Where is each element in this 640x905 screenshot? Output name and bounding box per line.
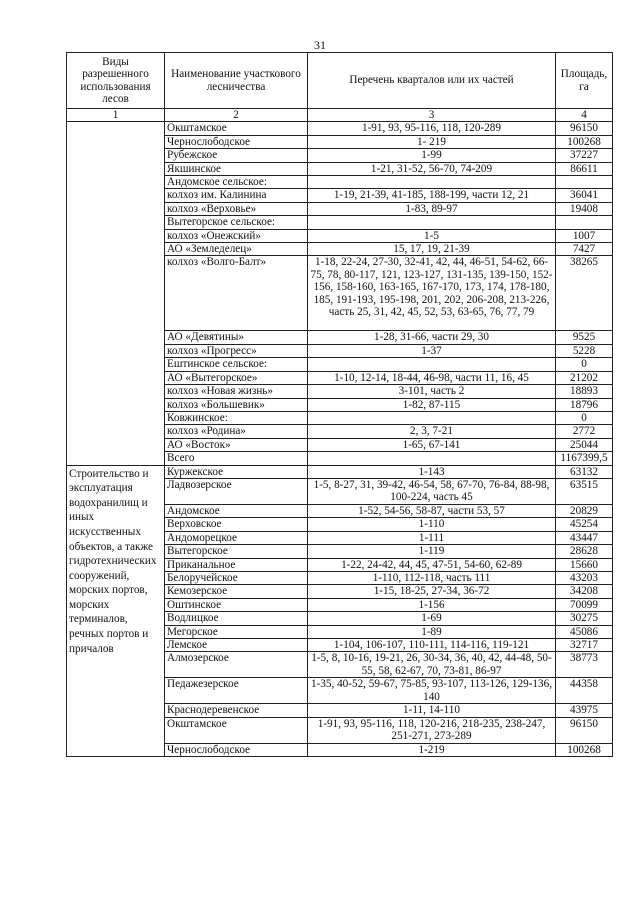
- quarters-cell: 1-35, 40-52, 59-67, 75-85, 93-107, 113-126, 129-136, 140: [308, 678, 556, 704]
- quarters-cell: 1-83, 89-97: [308, 202, 556, 215]
- area-cell: 100268: [556, 135, 613, 148]
- header-quarters: Перечень кварталов или их частей: [308, 53, 556, 109]
- forestry-name-cell: колхоз «Волго-Балт»: [165, 256, 308, 331]
- forestry-name-cell: Андоморецкое: [165, 531, 308, 544]
- area-cell: 19408: [556, 202, 613, 215]
- forestry-name-cell: Педажезерское: [165, 678, 308, 704]
- forestry-name-cell: Якшинское: [165, 162, 308, 175]
- area-cell: 86611: [556, 162, 613, 175]
- quarters-cell: 1-91, 93, 95-116, 118, 120-216, 218-235, 238-247, 251-271, 273-289: [308, 717, 556, 743]
- area-cell: 21202: [556, 371, 613, 384]
- forestry-name-cell: Водлицкое: [165, 612, 308, 625]
- quarters-cell: 1-28, 31-66, части 29, 30: [308, 331, 556, 344]
- area-cell: 1167399,5: [556, 452, 613, 465]
- quarters-cell: 1-111: [308, 531, 556, 544]
- area-cell: 30275: [556, 612, 613, 625]
- area-cell: 18893: [556, 385, 613, 398]
- quarters-cell: 1-110: [308, 518, 556, 531]
- area-cell: 2772: [556, 425, 613, 438]
- forestry-name-cell: АО «Девятины»: [165, 331, 308, 344]
- area-cell: 45254: [556, 518, 613, 531]
- quarters-cell: 1-5, 8, 10-16, 19-21, 26, 30-34, 36, 40, 42, 44-48, 50-55, 58, 62-67, 70, 73-81, 86-97: [308, 652, 556, 678]
- area-cell: 9525: [556, 331, 613, 344]
- area-cell: 70099: [556, 598, 613, 611]
- area-cell: 25044: [556, 438, 613, 451]
- quarters-cell: 1-10, 12-14, 18-44, 46-98, части 11, 16, 45: [308, 371, 556, 384]
- quarters-cell: 1-69: [308, 612, 556, 625]
- forestry-name-cell: Рубежское: [165, 149, 308, 162]
- forestry-name-cell: АО «Земледелец»: [165, 243, 308, 256]
- forestry-name-cell: Кемозерское: [165, 585, 308, 598]
- area-cell: 96150: [556, 717, 613, 743]
- quarters-cell: 1-110, 112-118, часть 111: [308, 571, 556, 584]
- forestry-name-cell: АО «Вытегорское»: [165, 371, 308, 384]
- forestry-name-cell: Окштамское: [165, 717, 308, 743]
- column-number: 4: [556, 109, 613, 122]
- area-cell: 15660: [556, 558, 613, 571]
- forest-use-table: [66, 52, 613, 757]
- forestry-name-cell: Всего: [165, 452, 308, 465]
- quarters-cell: 1-19, 21-39, 41-185, 188-199, части 12, 21: [308, 189, 556, 202]
- forestry-name-cell: Ештинское сельское:: [165, 358, 308, 371]
- quarters-cell: 1-99: [308, 149, 556, 162]
- area-cell: 0: [556, 411, 613, 424]
- header-use-type: Виды разрешенного использования лесов: [67, 53, 165, 109]
- forestry-name-cell: Чернослободское: [165, 135, 308, 148]
- quarters-cell: [308, 411, 556, 424]
- quarters-cell: 1-11, 14-110: [308, 704, 556, 717]
- area-cell: 38265: [556, 256, 613, 331]
- area-cell: 34208: [556, 585, 613, 598]
- quarters-cell: 1-5: [308, 229, 556, 242]
- table-row: [67, 122, 613, 135]
- forestry-name-cell: колхоз им. Калинина: [165, 189, 308, 202]
- forestry-name-cell: Мегорское: [165, 625, 308, 638]
- quarters-cell: 1-156: [308, 598, 556, 611]
- area-cell: 44358: [556, 678, 613, 704]
- forestry-name-cell: Ладвозерское: [165, 478, 308, 504]
- forestry-name-cell: АО «Восток»: [165, 438, 308, 451]
- area-cell: 63132: [556, 465, 613, 478]
- column-number: 1: [67, 109, 165, 122]
- quarters-cell: 1-52, 54-56, 58-87, части 53, 57: [308, 504, 556, 517]
- quarters-cell: [308, 176, 556, 189]
- area-cell: 43203: [556, 571, 613, 584]
- quarters-cell: 1- 219: [308, 135, 556, 148]
- forestry-name-cell: колхоз «Новая жизнь»: [165, 385, 308, 398]
- use-type-cell: [67, 122, 165, 465]
- area-cell: 36041: [556, 189, 613, 202]
- quarters-cell: 1-91, 93, 95-116, 118, 120-289: [308, 122, 556, 135]
- quarters-cell: 1-5, 8-27, 31, 39-42, 46-54, 58, 67-70, 76-84, 88-98, 100-224, часть 45: [308, 478, 556, 504]
- quarters-cell: 1-18, 22-24, 27-30, 32-41, 42, 44, 46-51, 54-62, 66-75, 78, 80-117, 121, 123-127, 131-135, 139-150, 152-156, 158-160, 163-165, 167-170, 173, 174, 178-180, 185, 191-193, 195-198, 201, 202, 206-208, 213-226, часть 25, 31, 42, 45, 52, 53, 63-65, 76, 77, 79: [308, 256, 556, 331]
- use-type-cell: Строительство и эксплуатация водохранилищ и иных искусственных объектов, а также гидротехнических сооружений, морских портов, морских терминалов, речных портов и причалов: [67, 465, 165, 757]
- header-forestry-name: Наименование участкового лесничества: [165, 53, 308, 109]
- forestry-name-cell: Оштинское: [165, 598, 308, 611]
- forestry-name-cell: Окштамское: [165, 122, 308, 135]
- forestry-name-cell: колхоз «Большевик»: [165, 398, 308, 411]
- quarters-cell: [308, 216, 556, 229]
- forestry-name-cell: Вытегорское: [165, 545, 308, 558]
- area-cell: 43447: [556, 531, 613, 544]
- area-cell: 96150: [556, 122, 613, 135]
- area-cell: 45086: [556, 625, 613, 638]
- forestry-name-cell: Ковжинское:: [165, 411, 308, 424]
- area-cell: 37227: [556, 149, 613, 162]
- forestry-name-cell: колхоз «Верховье»: [165, 202, 308, 215]
- quarters-cell: 1-219: [308, 743, 556, 756]
- column-number: 2: [165, 109, 308, 122]
- forestry-name-cell: Куржекское: [165, 465, 308, 478]
- quarters-cell: 1-65, 67-141: [308, 438, 556, 451]
- header-area: Площадь, га: [556, 53, 613, 109]
- table-row: [67, 465, 613, 478]
- quarters-cell: 3-101, часть 2: [308, 385, 556, 398]
- forestry-name-cell: Вытегорское сельское:: [165, 216, 308, 229]
- column-number: 3: [308, 109, 556, 122]
- area-cell: 38773: [556, 652, 613, 678]
- area-cell: 1007: [556, 229, 613, 242]
- quarters-cell: 1-37: [308, 344, 556, 357]
- area-cell: 32717: [556, 639, 613, 652]
- page-number: 31: [314, 38, 326, 52]
- area-cell: 43975: [556, 704, 613, 717]
- area-cell: 20829: [556, 504, 613, 517]
- area-cell: 18796: [556, 398, 613, 411]
- forestry-name-cell: колхоз «Родина»: [165, 425, 308, 438]
- quarters-cell: 1-82, 87-115: [308, 398, 556, 411]
- area-cell: 100268: [556, 743, 613, 756]
- forestry-name-cell: Верховское: [165, 518, 308, 531]
- forestry-name-cell: Белоручейское: [165, 571, 308, 584]
- quarters-cell: [308, 358, 556, 371]
- table-body: [67, 122, 613, 757]
- quarters-cell: 15, 17, 19, 21-39: [308, 243, 556, 256]
- forestry-name-cell: Приканальное: [165, 558, 308, 571]
- area-cell: [556, 216, 613, 229]
- quarters-cell: 1-89: [308, 625, 556, 638]
- area-cell: 7427: [556, 243, 613, 256]
- quarters-cell: 1-143: [308, 465, 556, 478]
- forestry-name-cell: Лемское: [165, 639, 308, 652]
- forestry-name-cell: Чернослободское: [165, 743, 308, 756]
- area-cell: 0: [556, 358, 613, 371]
- forestry-name-cell: Андомское сельское:: [165, 176, 308, 189]
- quarters-cell: 1-22, 24-42, 44, 45, 47-51, 54-60, 62-89: [308, 558, 556, 571]
- forestry-name-cell: Краснодеревенское: [165, 704, 308, 717]
- forestry-name-cell: колхоз «Прогресс»: [165, 344, 308, 357]
- area-cell: 28628: [556, 545, 613, 558]
- quarters-cell: 1-21, 31-52, 56-70, 74-209: [308, 162, 556, 175]
- forestry-name-cell: Алмозерское: [165, 652, 308, 678]
- quarters-cell: 2, 3, 7-21: [308, 425, 556, 438]
- forestry-name-cell: Андомское: [165, 504, 308, 517]
- area-cell: [556, 176, 613, 189]
- quarters-cell: 1-104, 106-107, 110-111, 114-116, 119-121: [308, 639, 556, 652]
- area-cell: 63515: [556, 478, 613, 504]
- quarters-cell: [308, 452, 556, 465]
- quarters-cell: 1-119: [308, 545, 556, 558]
- forestry-name-cell: колхоз «Онежский»: [165, 229, 308, 242]
- area-cell: 5228: [556, 344, 613, 357]
- quarters-cell: 1-15, 18-25, 27-34, 36-72: [308, 585, 556, 598]
